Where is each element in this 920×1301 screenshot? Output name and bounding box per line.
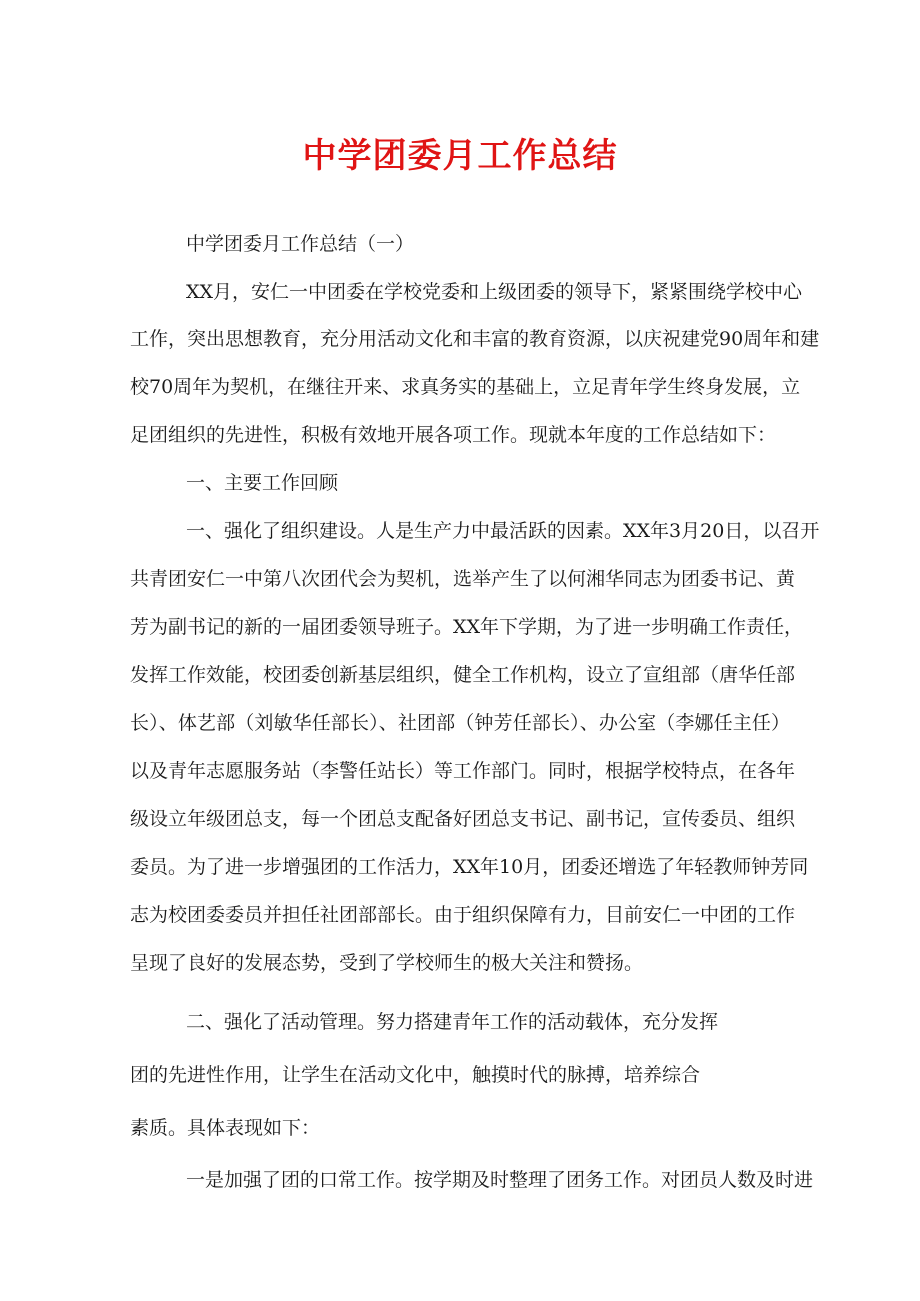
- paragraph-line: 志为校团委委员并担任社团部部长。由于组织保障有力，目前安仁一中团的工作: [130, 904, 796, 926]
- paragraph-line: 二、强化了活动管理。努力搭建青年工作的活动载体，充分发挥: [186, 1011, 719, 1033]
- paragraph-line: 呈现了良好的发展态势，受到了学校师生的极大关注和赞扬。: [130, 952, 644, 974]
- paragraph-line: XX月，安仁一中团委在学校党委和上级团委的领导下，紧紧围绕学校中心: [186, 281, 803, 303]
- paragraph-line: 长）、体艺部（刘敏华任部长）、社团部（钟芳任部长）、办公室（李娜任主任）: [130, 712, 790, 734]
- document-title: 中学团委月工作总结: [302, 136, 618, 176]
- paragraph-line: 一、强化了组织建设。人是生产力中最活跃的因素。XX年3月20日，以召开: [186, 520, 820, 542]
- paragraph-line: 级设立年级团总支，每一个团总支配备好团总支书记、副书记，宣传委员、组织: [130, 808, 796, 830]
- paragraph-line: 以及青年志愿服务站（李警任站长）等工作部门。同时，根据学校特点，在各年: [130, 760, 796, 782]
- subtitle: 中学团委月工作总结（一）: [186, 233, 415, 255]
- section-heading: 一、主要工作回顾: [186, 472, 339, 494]
- paragraph-line: 芳为副书记的新的一届团委领导班子。XX年下学期，为了进一步明确工作责任，: [130, 616, 804, 638]
- paragraph-line: 委员。为了进一步增强团的工作活力，XX年10月，团委还增选了年轻教师钟芳同: [130, 856, 809, 878]
- paragraph-line: 发挥工作效能，校团委创新基层组织，健全工作机构，设立了宣组部（唐华任部: [130, 664, 796, 686]
- paragraph-line: 团的先进性作用，让学生在活动文化中，触摸时代的脉搏，培养综合: [130, 1064, 701, 1086]
- paragraph-line: 校70周年为契机，在继往开来、求真务实的基础上，立足青年学生终身发展，立: [130, 376, 801, 398]
- paragraph-line: 素质。具体表现如下：: [130, 1117, 321, 1139]
- paragraph-line: 工作，突出思想教育，充分用活动文化和丰富的教育资源，以庆祝建党90周年和建: [130, 328, 820, 350]
- paragraph-line: 一是加强了团的口常工作。按学期及时整理了团务工作。对团员人数及时进: [186, 1169, 814, 1191]
- paragraph-line: 共青团安仁一中第八次团代会为契机，选举产生了以何湘华同志为团委书记、黄: [130, 568, 796, 590]
- paragraph-line: 足团组织的先进性，积极有效地开展各项工作。现就本年度的工作总结如下：: [130, 424, 777, 446]
